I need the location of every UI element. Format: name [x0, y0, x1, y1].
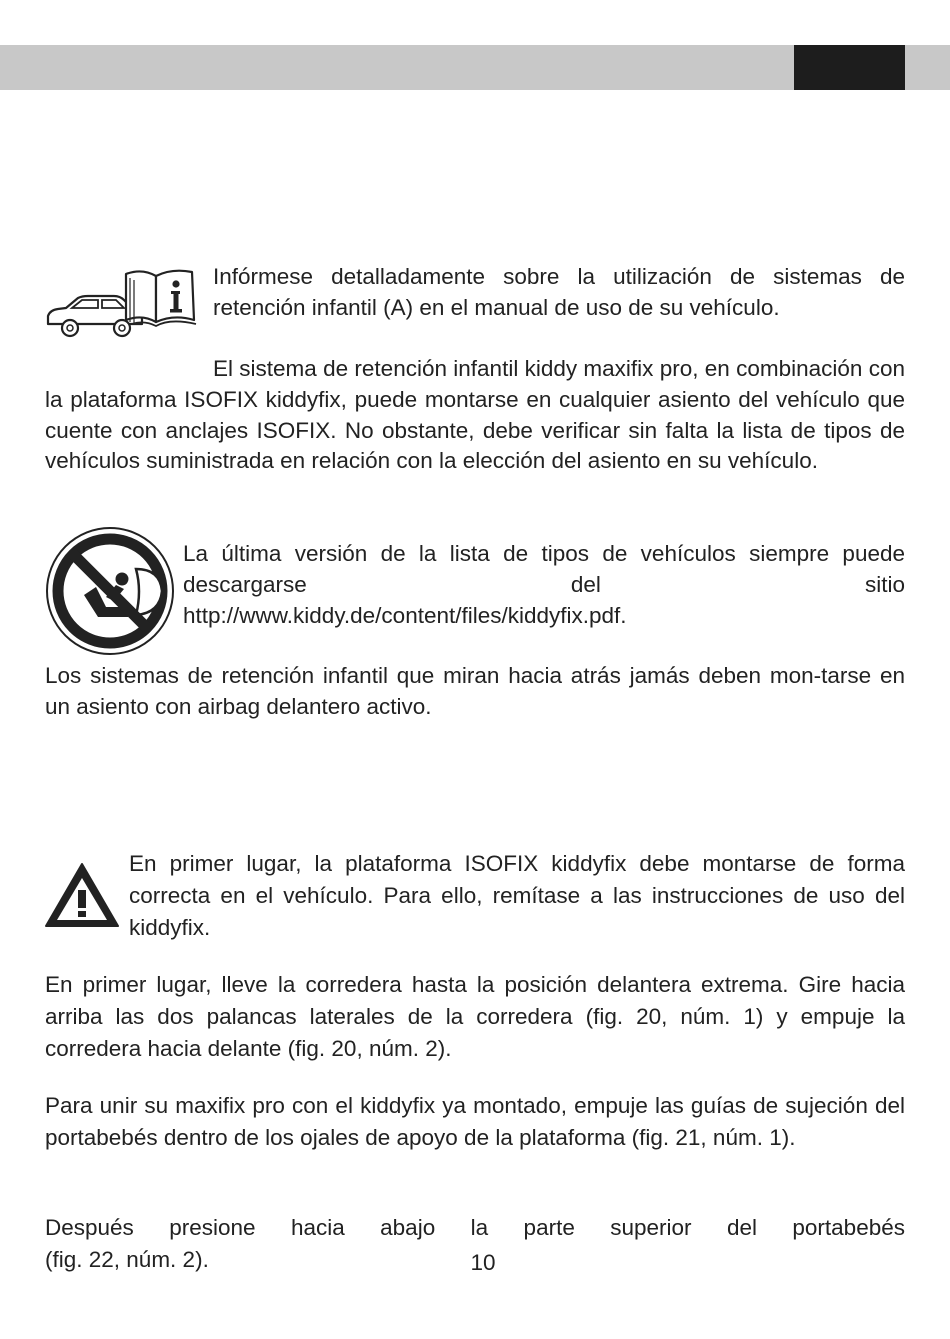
info-manual-paragraph: Infórmese detalladamente sobre la utilización de sistemas de retención infantil (A) en el manual de uso de su vehículo. [213, 264, 905, 320]
press-line-2: (fig. 22, núm. 2). [45, 1247, 209, 1272]
header-tab [794, 45, 905, 90]
page-number: 10 [470, 1250, 496, 1275]
connect-paragraph: Para unir su maxifix pro con el kiddyfix ya montado, empuje las guías de sujeción del portabebés dentro de los ojales de apoyo de la plataforma (fig. 21, núm. 1). [45, 1093, 905, 1150]
vehicle-list-line-1: La última versión de la lista de tipos de vehículos siempre puede [183, 541, 905, 566]
press-line-1: Después presione hacia abajo la parte superior del portabebés [45, 1215, 905, 1240]
warning-triangle-icon [44, 862, 120, 928]
vehicle-list-line-2: descargarse del sitio [183, 571, 905, 597]
vehicle-list-url[interactable]: http://www.kiddy.de/content/files/kiddyfix.pdf. [183, 602, 627, 628]
airbag-warning-paragraph: Los sistemas de retención infantil que miran hacia atrás jamás deben mon-tarse en un asiento con airbag delantero activo. [45, 663, 905, 719]
compatibility-paragraph: El sistema de retención infantil kiddy maxifix pro, en combinación con la plataforma ISOFIX kiddyfix, puede montarse en cualquier asiento del vehículo que cuente con anclajes ISOFIX. No obstante, debe verificar sin falta la lista de tipos de vehículos suministrada en relación con la elección del asiento en su vehículo. [45, 356, 905, 474]
vehicle-list-paragraph [183, 539, 905, 631]
no-rear-facing-seat-airbag-icon [44, 525, 176, 657]
isofix-first-paragraph: En primer lugar, la plataforma ISOFIX kiddyfix debe montarse de forma correcta en el vehículo. Para ello, remítase a las instrucciones de uso del kiddyfix. [129, 851, 905, 940]
slider-paragraph: En primer lugar, lleve la corredera hasta la posición delantera extrema. Gire hacia arriba las dos palancas laterales de la corredera (fig. 20, núm. 1) y empuje la corredera hacia delante (fig. 20, núm. 2). [45, 972, 905, 1061]
car-with-manual-info-icon [44, 266, 200, 344]
